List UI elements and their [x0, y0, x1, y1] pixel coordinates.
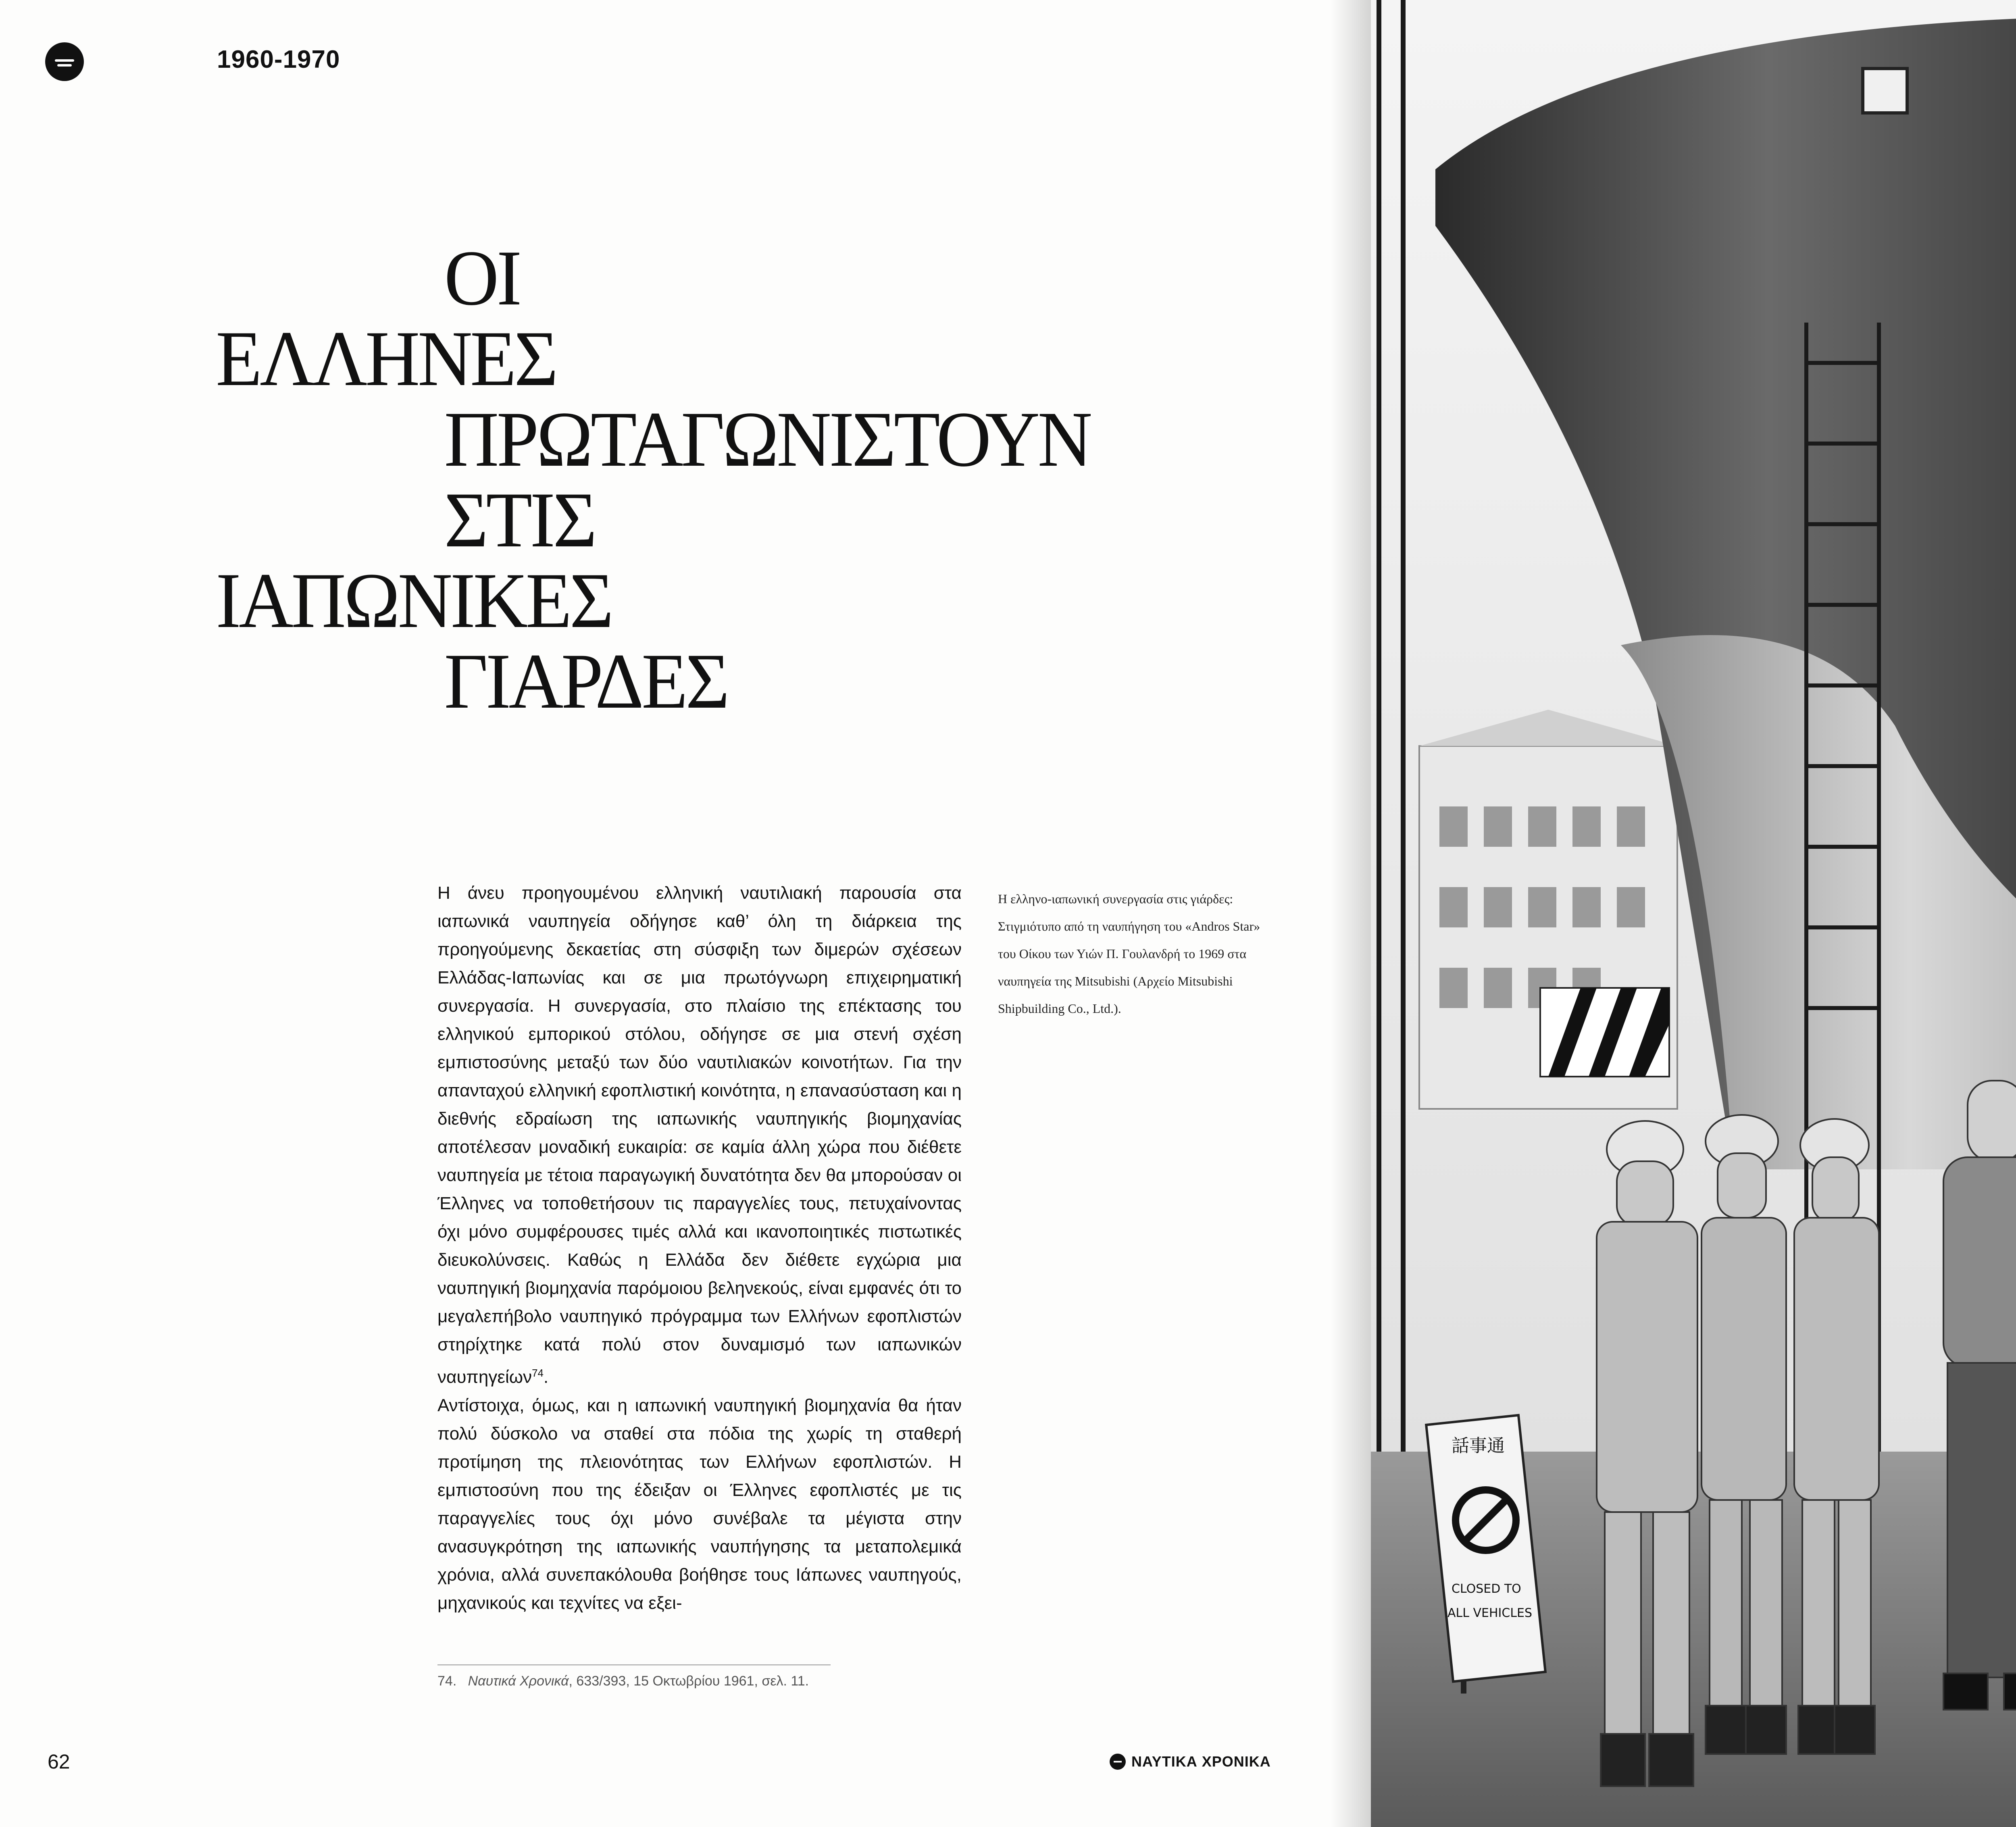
headline-line: ΟΙ — [444, 234, 520, 322]
man-in-sunglasses — [1943, 1081, 2016, 1710]
footnote — [437, 1673, 809, 1689]
footnote-marker: 74 — [532, 1367, 544, 1379]
sign-text-line-1: CLOSED TO — [1452, 1582, 1521, 1596]
paragraph — [437, 879, 962, 1392]
headline-line: ΕΛΛΗΝΕΣ — [216, 315, 556, 402]
page-number: 62 — [48, 1750, 70, 1773]
brand-name: ΝΑΥΤΙΚΑ ΧΡΟΝΙΚΑ — [1131, 1753, 1271, 1770]
section-label: 1960-1970 — [217, 46, 340, 73]
headline-line: ΓΙΑΡΔΕΣ — [444, 637, 727, 725]
brand-logo-icon — [1110, 1754, 1126, 1770]
sign-text-line-2: ALL VEHICLES — [1447, 1606, 1533, 1620]
headline-line: ΣΤΙΣ — [444, 476, 595, 564]
shipyard-photograph — [1371, 0, 2016, 1827]
footer-brand — [1110, 1753, 1271, 1770]
hull-hatch — [1863, 69, 1907, 113]
headline-line: ΙΑΠΩΝΙΚΕΣ — [216, 557, 612, 644]
paragraph: Αντίστοιχα, όμως, και η ιαπωνική ναυπηγική βιομηχανία θα ήταν πολύ δύσκολο να σταθεί στα πόδια της χωρίς τη σταθερή προτίμηση της πλειονότητας των Ελλήνων εφοπλιστών. Η εμπιστοσύνη που της έδειξαν οι Έλληνες εφοπλιστές με τις παραγγελίες τους όχι μόνο συνέβαλε τα μέγιστα στην ανασυγκρότηση της ιαπωνικής ναυπήγησης τα μεταπολεμικά χρόνια, αλλά συνεπακόλουθα βοήθησε τους Ιάπωνες ναυπηγούς, μηχανικούς και τεχνίτες να εξει- — [437, 1395, 962, 1613]
headline-line: ΠΡΩΤΑΓΩΝΙΣΤΟΥΝ — [444, 396, 1090, 483]
paragraph-end: . — [544, 1367, 549, 1387]
footnote-number: 74. — [437, 1673, 457, 1689]
paragraph-text: Η άνευ προηγουμένου ελληνική ναυτιλιακή παρουσία στα ιαπωνικά ναυπηγεία οδήγησε καθ’ όλη τη διάρκεια της προηγούμενης δεκαετίας στη σύσφιξη των διμερών σχέσεων Ελλάδας-Ιαπωνίας και σε μια πρωτόγνωρη επιχειρηματική συνεργασία. Η συνεργασία, στο πλαίσιο της επέκτασης του ελληνικού εμπορικού στόλου, οδήγησε σε μια στενή σχέση εμπιστοσύνης μεταξύ των δύο ναυτιλιακών κοινοτήτων. Για την απανταχού ελληνική εφοπλιστική κοινότητα, η επανασύσταση και η διεθνής εδραίωση της ιαπωνικής ναυπηγικής βιομηχανίας αποτέλεσαν μοναδική ευκαιρία: σε καμία άλλη χώρα που διέθετε ναυπηγεία με τέτοια παραγωγική δυνατότητα δεν θα μπορούσαν οι Έλληνες να τοποθετήσουν τις παραγγελίες τους, πετυχαίνοντας όχι μόνο συμφέρουσες τιμές αλλά και ικανοποιητικές πιστωτικές διευκολύνσεις. Καθώς η Ελλάδα δεν διέθετε εγχώρια μια ναυπηγική βιομηχανία παρόμοιου βεληνεκούς, είναι εμφανές ότι το μεγαλεπήβολο ναυπηγικό πρόγραμμα των Ελλήνων εφοπλιστών στηρίχτηκε κατά πολύ στον δυναμισμό των ιαπωνικών ναυπηγείων — [437, 883, 962, 1387]
footnote-details: , 633/393, 15 Οκτωβρίου 1961, σελ. 11. — [569, 1673, 809, 1689]
sign-top-text: 話事通 — [1452, 1435, 1505, 1456]
headline — [216, 234, 1090, 725]
hazard-stripes — [1540, 988, 1669, 1077]
photo-caption: Η ελληνο-ιαπωνική συνεργασία στις γιάρδες: Στιγμιότυπο από τη ναυπήγηση του «Andros Star» του Οίκου των Υιών Π. Γουλανδρή το 1969 στα ναυπηγεία της Mitsubishi (Αρχείο Mitsubishi Shipbuilding Co., Ltd.). — [998, 892, 1260, 1016]
spine-shadow — [1331, 0, 1375, 1827]
footnote-source: Ναυτικά Χρονικά — [468, 1673, 569, 1689]
magazine-logo-icon — [45, 42, 84, 81]
article-body — [437, 879, 962, 1617]
